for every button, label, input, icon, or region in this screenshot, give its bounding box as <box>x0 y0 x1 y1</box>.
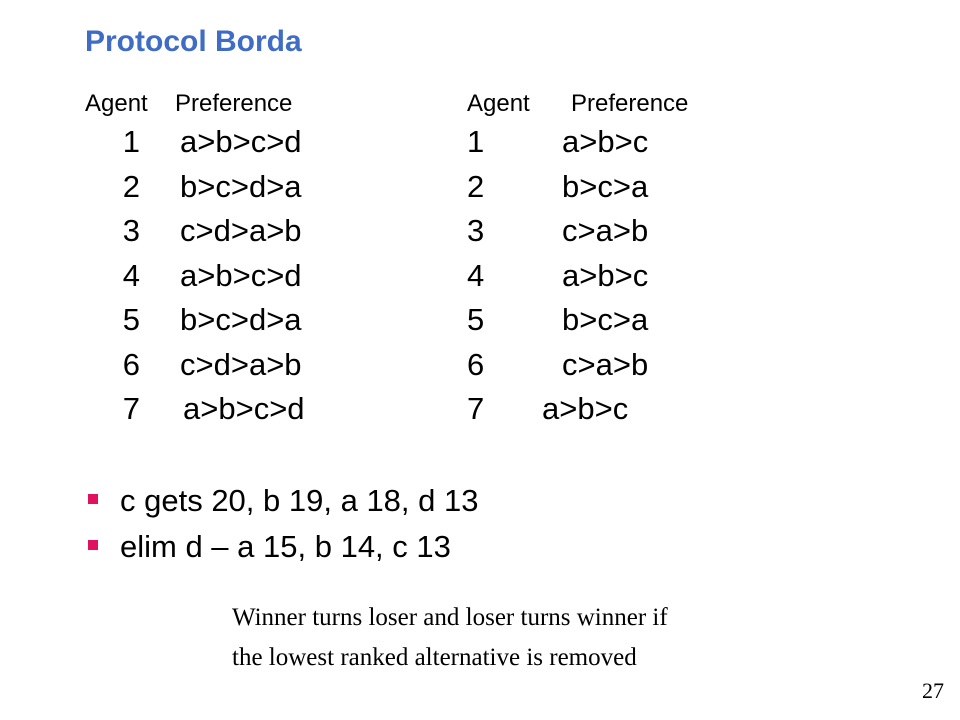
agent-number: 2 <box>122 168 140 204</box>
preference-value: a>b>c>d <box>180 257 302 293</box>
table-row <box>467 165 688 210</box>
preference-value: a>b>c>d <box>183 391 305 426</box>
preference-value: c>a>b <box>562 213 649 248</box>
bullet-text: elim d – a 15, b 14, c 13 <box>120 529 451 564</box>
header-agent: Agent <box>85 90 148 117</box>
preference-value: b>c>d>a <box>180 302 302 337</box>
square-bullet-icon <box>88 540 98 550</box>
bullet-text: c gets 20, b 19, a 18, d 13 <box>120 483 479 518</box>
preference-value: c>d>a>b <box>180 346 302 382</box>
left-preference-table <box>85 88 305 432</box>
table-row <box>85 165 305 210</box>
preference-value: b>c>d>a <box>180 168 302 204</box>
table-row <box>467 298 688 343</box>
preference-value: a>b>c>d <box>180 124 302 159</box>
agent-number: 4 <box>467 257 485 293</box>
agent-number: 7 <box>467 391 485 426</box>
slide-number: 27 <box>922 678 944 703</box>
agent-number: 3 <box>122 213 140 248</box>
agent-number: 4 <box>122 257 140 293</box>
right-preference-table <box>467 88 688 432</box>
agent-number: 3 <box>467 213 485 248</box>
list-item <box>88 478 478 524</box>
note-line: the lowest ranked alternative is removed <box>232 644 637 671</box>
agent-number: 5 <box>122 302 140 337</box>
note-line: Winner turns loser and loser turns winner if <box>232 604 668 631</box>
table-row <box>85 209 305 254</box>
preference-value: c>d>a>b <box>180 213 302 248</box>
preference-value: a>b>c <box>542 391 629 426</box>
table-row <box>467 254 688 299</box>
slide-title: Protocol Borda <box>85 25 302 58</box>
table-header <box>85 88 305 120</box>
table-row <box>85 120 305 165</box>
header-preference: Preference <box>571 90 689 117</box>
square-bullet-icon <box>88 494 98 504</box>
agent-number: 1 <box>467 124 485 159</box>
preference-value: c>a>b <box>562 346 649 382</box>
table-row <box>467 120 688 165</box>
header-preference: Preference <box>175 90 293 117</box>
agent-number: 2 <box>467 168 485 204</box>
table-row <box>85 254 305 299</box>
table-row <box>85 298 305 343</box>
bullet-list <box>88 478 478 570</box>
table-row <box>467 343 688 388</box>
preference-value: b>c>a <box>562 302 649 337</box>
table-header <box>467 88 688 120</box>
agent-number: 7 <box>122 391 140 426</box>
agent-number: 6 <box>122 346 140 382</box>
table-row <box>467 209 688 254</box>
preference-value: b>c>a <box>562 168 649 204</box>
table-row <box>85 343 305 388</box>
preference-value: a>b>c <box>562 257 649 293</box>
header-agent: Agent <box>467 90 530 117</box>
annotation-note <box>232 598 668 678</box>
preference-value: a>b>c <box>562 124 649 159</box>
table-row <box>85 387 305 432</box>
agent-number: 6 <box>467 346 485 382</box>
agent-number: 5 <box>467 302 485 337</box>
list-item <box>88 524 478 570</box>
agent-number: 1 <box>122 124 140 159</box>
table-row <box>467 387 688 432</box>
